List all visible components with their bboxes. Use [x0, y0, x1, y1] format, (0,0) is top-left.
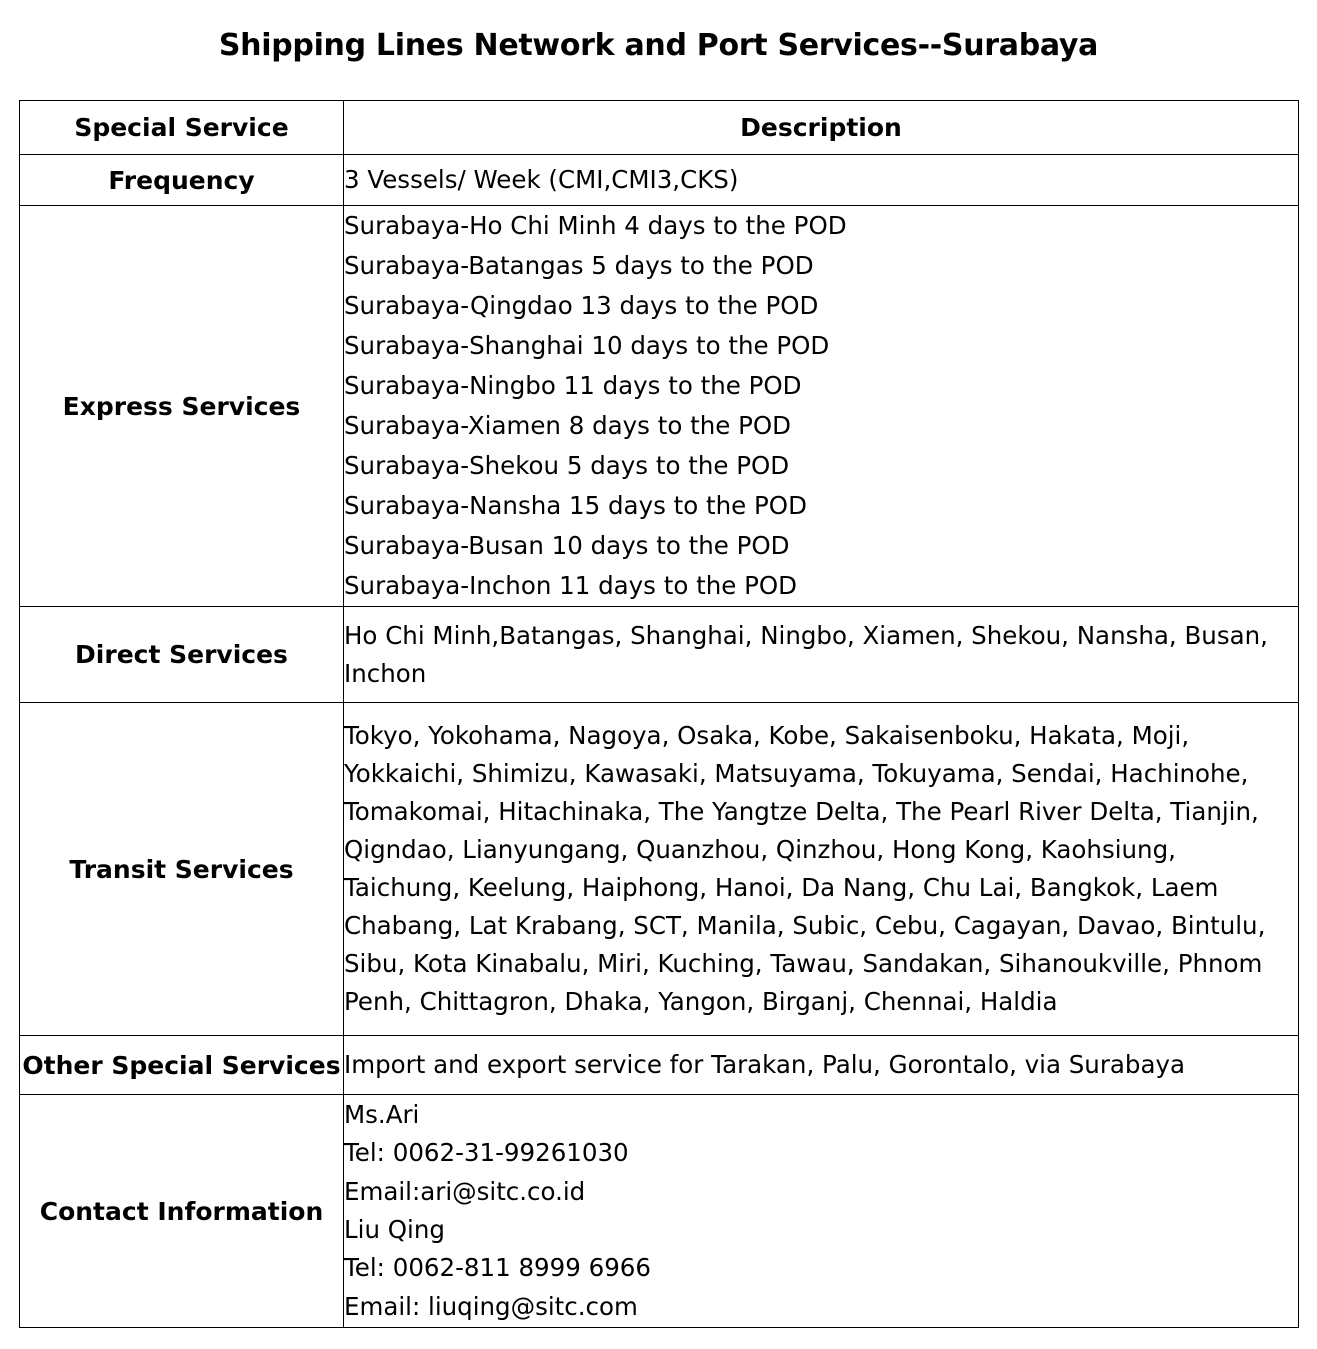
contact-email: Email: liuqing@sitc.com [344, 1291, 638, 1321]
contact-email: Email:ari@sitc.co.id [344, 1176, 586, 1206]
contact-label: Contact Information [20, 1095, 344, 1328]
express-route-line: Surabaya-Ningbo 11 days to the POD [344, 371, 802, 400]
express-route-line: Surabaya-Shekou 5 days to the POD [344, 451, 790, 480]
table-row-transit [20, 703, 1299, 1036]
express-route-line: Surabaya-Busan 10 days to the POD [344, 531, 790, 560]
express-route-line: Surabaya-Qingdao 13 days to the POD [344, 291, 819, 320]
express-routes [344, 206, 1299, 607]
express-route-line: Surabaya-Inchon 11 days to the POD [344, 571, 798, 600]
table-row-contact [20, 1095, 1299, 1328]
transit-ports: Tokyo, Yokohama, Nagoya, Osaka, Kobe, Sakaisenboku, Hakata, Moji, Yokkaichi, Shimizu, Kawasaki, Matsuyama, Tokuyama, Sendai, Hachinohe, Tomakomai, Hitachinaka, The Yangtze Delta, The Pearl River Delta, Tianjin, Qigndao, Lianyungang, Quanzhou, Qinzhou, Hong Kong, Kaohsiung, Taichung, Keelung, Haiphong, Hanoi, Da Nang, Chu Lai, Bangkok, Laem Chabang, Lat Krabang, SCT, Manila, Subic, Cebu, Cagayan, Davao, Bintulu, Sibu, Kota Kinabalu, Miri, Kuching, Tawau, Sandakan, Sihanoukville, Phnom Penh, Chittagron, Dhaka, Yangon, Birganj, Chennai, Haldia [344, 703, 1299, 1036]
other-label: Other Special Services [20, 1036, 344, 1095]
express-route-line: Surabaya-Batangas 5 days to the POD [344, 251, 814, 280]
direct-ports: Ho Chi Minh,Batangas, Shanghai, Ningbo, Xiamen, Shekou, Nansha, Busan, Inchon [344, 607, 1299, 703]
express-route-line: Surabaya-Nansha 15 days to the POD [344, 491, 807, 520]
direct-label: Direct Services [20, 607, 344, 703]
express-route-line: Surabaya-Ho Chi Minh 4 days to the POD [344, 211, 847, 240]
frequency-label: Frequency [20, 155, 344, 206]
contact-details [344, 1095, 1299, 1328]
table-row-express [20, 206, 1299, 607]
contact-phone: Tel: 0062-31-99261030 [344, 1138, 629, 1168]
contact-name: Liu Qing [344, 1215, 445, 1244]
express-route-line: Surabaya-Shanghai 10 days to the POD [344, 331, 830, 360]
table-row-frequency [20, 155, 1299, 206]
contact-phone: Tel: 0062-811 8999 6966 [344, 1253, 651, 1283]
page-title: Shipping Lines Network and Port Services--Surabaya [218, 28, 1099, 63]
contact-name: Ms.Ari [344, 1100, 420, 1130]
transit-label: Transit Services [20, 703, 344, 1036]
other-description: Import and export service for Tarakan, Palu, Gorontalo, via Surabaya [344, 1036, 1299, 1095]
header-description: Description [344, 101, 1299, 155]
services-table [19, 100, 1299, 1328]
table-header-row [20, 101, 1299, 155]
table-row-other [20, 1036, 1299, 1095]
express-route-line: Surabaya-Xiamen 8 days to the POD [344, 411, 792, 440]
header-special-service: Special Service [20, 101, 344, 155]
table-row-direct [20, 607, 1299, 703]
frequency-value: 3 Vessels/ Week (CMI,CMI3,CKS) [344, 155, 1299, 206]
express-label: Express Services [20, 206, 344, 607]
